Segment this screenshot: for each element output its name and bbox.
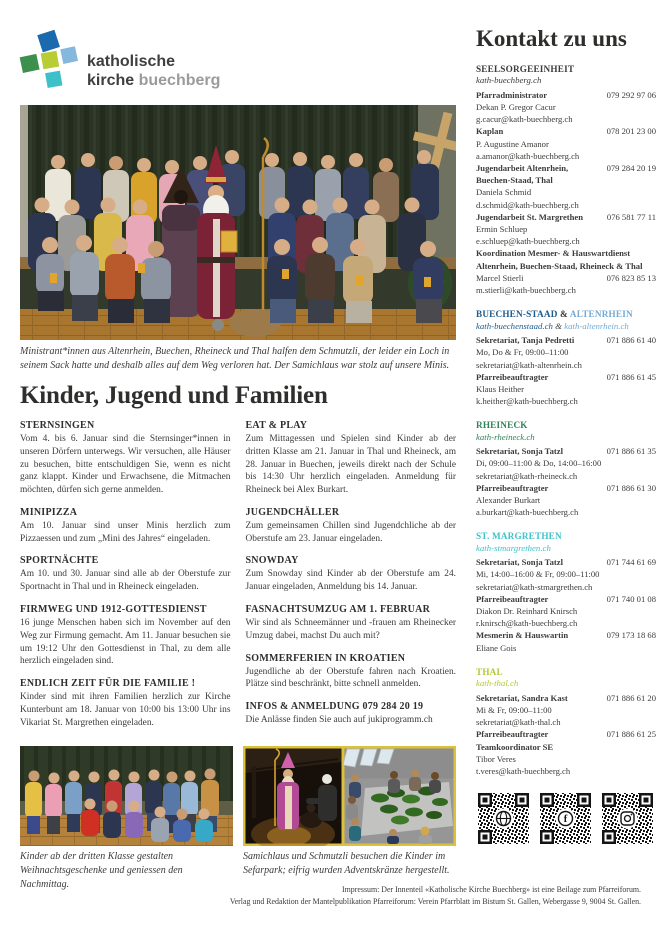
page-title: Kinder, Jugend und Familien <box>20 382 328 409</box>
contact-row <box>476 506 656 518</box>
contact-row <box>476 692 656 704</box>
contact-label: Marcel Stierli <box>476 272 524 283</box>
contact-row <box>476 89 656 101</box>
contact-row <box>476 371 656 383</box>
article-column-left <box>20 420 231 740</box>
contact-row <box>476 272 656 284</box>
logo-text <box>87 52 220 92</box>
contact-row <box>476 174 656 186</box>
contact-phone: 071 744 61 69 <box>606 557 656 568</box>
contact-row <box>476 556 656 568</box>
contact-label: Di, 09:00–11:00 & Do, 14:00–16:00 <box>476 458 602 469</box>
contact-sections <box>476 63 656 777</box>
cow-bell <box>212 319 224 331</box>
contact-label: a.burkart@kath-buechberg.ch <box>476 507 579 518</box>
qr-website <box>476 791 531 846</box>
contact-label: d.schmid@kath-buechberg.ch <box>476 199 579 210</box>
contact-row <box>476 629 656 641</box>
contact-row <box>476 482 656 494</box>
photo-kids-group <box>20 746 233 846</box>
contact-label: Pfarreibeauftragter <box>476 371 549 382</box>
impressum <box>230 884 641 908</box>
contact-label: Diakon Dr. Reinhard Knirsch <box>476 606 578 617</box>
contact-row <box>476 223 656 235</box>
article-title: ENDLICH ZEIT FÜR DIE FAMILIE ! <box>20 678 196 690</box>
contact-phone: 071 886 61 25 <box>606 729 656 740</box>
contact-label: Sekretariat, Sonja Tatzl <box>476 557 563 568</box>
contact-phone: 079 173 18 68 <box>606 630 656 641</box>
article-body: Kinder sind mit ihren Familien herzlich zur Kirche Kunterbunt am 18. Januar von 10:00 bis 13:00 Uhr ins Vikariat St. Margrethen eingeladen. <box>20 692 231 728</box>
contact-label: Jugendarbeit Altenrhein, <box>476 163 569 174</box>
article-title: SOMMERFERIEN IN KROATIEN <box>245 652 406 664</box>
contact-sidebar <box>476 26 656 846</box>
article-title: MINIPIZZA <box>20 506 78 518</box>
qr-facebook <box>538 791 593 846</box>
contact-section-title: SEELSORGEEINHEIT <box>476 64 575 74</box>
contact-label: Mi, 14:00–16:00 & Fr, 09:00–11:00 <box>476 569 600 580</box>
contact-label: sekretariat@kath-stmargrethen.ch <box>476 581 593 592</box>
contact-label: Koordination Mesmer- & Hauswartdienst <box>476 248 631 259</box>
contact-row <box>476 211 656 223</box>
article <box>20 604 231 668</box>
contact-label: Pfarreibeauftragter <box>476 482 549 493</box>
contact-row <box>476 593 656 605</box>
facebook-icon <box>559 812 573 826</box>
contact-row <box>476 765 656 777</box>
article <box>20 555 231 594</box>
contact-row <box>476 457 656 469</box>
contact-label: P. Augustine Amanor <box>476 138 549 149</box>
contact-label: r.knirsch@kath-buechberg.ch <box>476 618 578 629</box>
article-body: Zum Snowday sind Kinder ab der Oberstufe am 24. Januar eingeladen, Anmeldung bis 14. Januar. <box>245 569 456 593</box>
contact-label: Dekan P. Gregor Cacur <box>476 102 556 113</box>
contact-rows <box>476 692 656 777</box>
contact-row <box>476 383 656 395</box>
contact-label: Teamkoordinator SE <box>476 741 554 752</box>
contact-label: Sekretariat, Sandra Kast <box>476 692 568 703</box>
contact-label: Pfarradministrator <box>476 89 548 100</box>
contact-phone: 071 886 61 45 <box>606 371 656 382</box>
article-title: FIRMWEG UND 1912-GOTTESDIENST <box>20 604 207 616</box>
contact-section-title: RHEINECK <box>476 420 528 431</box>
logo-line1: katholische <box>87 52 176 70</box>
night-scene <box>246 748 342 846</box>
contact-row <box>476 617 656 629</box>
photo-caption-left: Kinder ab der dritten Klasse gestalten Weihnachtsgeschenke und geniessen den Nachmittag. <box>20 850 183 890</box>
article-title: FASNACHTSUMZUG AM 1. FEBRUAR <box>245 604 431 616</box>
contact-section-website: kath-buechberg.ch <box>476 75 542 86</box>
contact-row <box>476 605 656 617</box>
contact-phone: 071 886 61 40 <box>606 335 656 346</box>
contact-row <box>476 162 656 174</box>
article-body: Jugendliche ab der Oberstufe fahren nach Kroatien. Plätze sind beschränkt, bitte schnell anmelden. <box>245 666 456 690</box>
main-photo-samichlaus-group <box>20 105 456 340</box>
article-body: Wir sind als Schneemänner und -frauen am Rheinecker Umzug dabei, machst Du auch mit? <box>245 618 456 641</box>
contact-section-website: kath-rheineck.ch <box>476 431 535 442</box>
contact-label: Mi & Fr, 09:00–11:00 <box>476 704 552 715</box>
contact-row <box>476 494 656 506</box>
contact-row <box>476 101 656 113</box>
church-logo <box>20 28 456 92</box>
contact-label: e.schluep@kath-buechberg.ch <box>476 236 580 247</box>
contact-phone: 076 581 77 11 <box>606 211 656 222</box>
contact-label: Tibor Veres <box>476 753 516 764</box>
contact-section-website: kath-buechenstaad.ch & kath-altenrhein.ch <box>476 320 629 331</box>
contact-label: Kaplan <box>476 126 504 137</box>
contact-row <box>476 395 656 407</box>
contact-row <box>476 235 656 247</box>
contact-section <box>476 308 656 407</box>
main-photo-caption: Ministrant*innen aus Altenrhein, Buechen, Rheineck und Thal halfen dem Schmutzli, der leider ein Loch in seinem Sack hatte und deshalb alles auf dem Weg verloren hat. Der Samichlaus war stolz auf unsere Minis. <box>20 346 450 371</box>
article-title: INFOS & ANMELDUNG 079 284 20 19 <box>245 701 424 713</box>
contact-row <box>476 753 656 765</box>
contact-row <box>476 346 656 358</box>
article-body: Zum Mittagessen und Spielen sind Kinder ab der dritten Klasse am 21. Januar in Thal und Rheineck, am 28. Januar in Buechen, jeweils direkt nach der Schule bis 14:30 Uhr herzlich eingeladen. Anmeldung für Rheineck bei Alex Burkart. <box>245 434 456 496</box>
article-body: Die Anlässe finden Sie auch auf jukiprogramm.ch <box>245 715 433 726</box>
contact-row <box>476 284 656 296</box>
svg-text:f: f <box>563 814 568 826</box>
contact-label: Daniela Schmid <box>476 187 532 198</box>
contact-row <box>476 704 656 716</box>
logo-line2: kirche buechberg <box>87 72 221 90</box>
contact-section <box>476 666 656 777</box>
contact-row <box>476 741 656 753</box>
contact-rows <box>476 334 656 407</box>
contact-row <box>476 113 656 125</box>
contact-row <box>476 199 656 211</box>
contact-phone: 071 886 61 20 <box>606 692 656 703</box>
contact-row <box>476 470 656 482</box>
photo-caption-right: Samichlaus und Schmutzli besuchen die Kinder im Sefarpark; eifrig wurden Adventskränze hergestellt. <box>243 850 450 876</box>
contact-row <box>476 186 656 198</box>
contact-label: Klaus Heither <box>476 383 524 394</box>
contact-label: m.stierli@kath-buechberg.ch <box>476 285 576 296</box>
article-title: JUGENDCHÄLLER <box>245 506 340 518</box>
contact-section-title: ST. MARGRETHEN <box>476 531 562 542</box>
article <box>246 420 457 497</box>
article <box>246 701 457 727</box>
contact-rows <box>476 445 656 518</box>
contact-label: Alexander Burkart <box>476 495 541 506</box>
article-body: Am 10. Januar sind unser Minis herzlich zum Pizzaessen und zum „Mini des Jahres“ eingeladen. <box>20 520 231 544</box>
article <box>246 555 457 594</box>
contact-row <box>476 445 656 457</box>
contact-label: Altenrhein, Buechen-Staad, Rheineck & Thal <box>476 260 643 271</box>
contact-rows <box>476 89 656 296</box>
contact-section-title: BUECHEN-STAAD & ALTENRHEIN <box>476 309 633 320</box>
contact-label: Eliane Gois <box>476 642 517 653</box>
contact-row <box>476 642 656 654</box>
contact-label: sekretariat@kath-thal.ch <box>476 717 561 728</box>
contact-phone: 071 886 61 35 <box>606 446 656 457</box>
contact-label: Sekretariat, Sonja Tatzl <box>476 446 563 457</box>
article-body: Am 10. und 30. Januar sind alle ab der Oberstufe zur Sportnacht in Thal und in Rheineck eingeladen. <box>20 569 231 593</box>
article-body: Vom 4. bis 6. Januar sind die Sternsinger*innen in unseren Dörfern unterwegs. Wir versuchen, alle Häuser zu besuchen, bitte entschuldigen Sie, wenn es nicht ganz klappt. Kinder und Erwachsene, die Mitmachen möchten, dürfen sich gerne anmelden. <box>20 434 231 496</box>
contact-row <box>476 716 656 728</box>
article-body: 16 junge Menschen haben sich im November auf den Weg zur Firmung gemacht. Am 11. Januar besuchen sie um 19:12 Uhr den Gottesdienst in Thal, zu dem alle herzlich eingeladen sind. <box>20 618 231 667</box>
contact-heading: Kontakt zu uns <box>476 26 627 51</box>
contact-section <box>476 419 656 518</box>
article-column-right <box>246 420 457 740</box>
contact-section <box>476 63 656 296</box>
contact-row <box>476 581 656 593</box>
contact-label: k.heither@kath-buechberg.ch <box>476 396 578 407</box>
instagram-icon <box>621 812 634 825</box>
contact-rows <box>476 556 656 654</box>
main-column <box>20 0 456 892</box>
contact-label: g.cacur@kath-buechberg.ch <box>476 114 573 125</box>
article-title: EAT & PLAY <box>245 420 308 431</box>
contact-row <box>476 728 656 740</box>
qr-codes <box>476 791 655 846</box>
contact-label: Pfarreibeauftragter <box>476 729 549 740</box>
contact-row <box>476 150 656 162</box>
contact-section-website: kath-thal.ch <box>476 678 519 689</box>
contact-phone: 079 284 20 19 <box>606 163 656 174</box>
contact-section-title: THAL <box>476 666 503 677</box>
logo-cross-icon <box>18 28 82 94</box>
contact-row <box>476 359 656 371</box>
contact-row <box>476 260 656 272</box>
impressum-line1: Impressum: Der Innenteil «Katholische Kirche Buechberg» ist eine Beilage zum Pfarreiforum. <box>342 885 641 895</box>
contact-row <box>476 568 656 580</box>
contact-label: t.veres@kath-buechberg.ch <box>476 765 571 776</box>
contact-row <box>476 138 656 150</box>
article-title: SPORTNÄCHTE <box>20 555 99 567</box>
contact-label: sekretariat@kath-altenrhein.ch <box>476 359 582 370</box>
article-body: Zum gemeinsamen Chillen sind Jugendchliche ab der Oberstufe am 23. Januar eingeladen. <box>245 520 456 544</box>
contact-section <box>476 530 656 653</box>
contact-label: Buechen-Staad, Thal <box>476 175 553 186</box>
contact-row <box>476 125 656 137</box>
article <box>246 604 457 643</box>
contact-row <box>476 247 656 259</box>
contact-label: Mo, Do & Fr, 09:00–11:00 <box>476 347 569 358</box>
contact-phone: 071 740 01 08 <box>606 593 656 604</box>
contact-label: sekretariat@kath-rheineck.ch <box>476 470 578 481</box>
contact-phone: 076 823 85 13 <box>606 272 656 283</box>
article <box>20 420 231 497</box>
contact-row <box>476 334 656 346</box>
photo-samichlaus-sefarpark-and-wreaths <box>243 746 456 846</box>
article <box>20 507 231 546</box>
contact-label: Sekretariat, Tanja Pedretti <box>476 335 575 346</box>
qr-instagram <box>600 791 655 846</box>
contact-phone: 079 292 97 06 <box>606 89 656 100</box>
contact-label: Ermin Schluep <box>476 224 528 235</box>
wreath-workshop-scene <box>343 748 454 844</box>
contact-section-website: kath-stmargrethen.ch <box>476 542 551 553</box>
contact-label: Jugendarbeit St. Margrethen <box>476 211 584 222</box>
article <box>20 678 231 729</box>
article-title: SNOWDAY <box>245 555 299 567</box>
article <box>246 507 457 546</box>
contact-phone: 078 201 23 00 <box>606 126 656 137</box>
contact-label: a.amanor@kath-buechberg.ch <box>476 150 580 161</box>
article-title: STERNSINGEN <box>20 420 95 431</box>
contact-phone: 071 886 61 30 <box>606 482 656 493</box>
contact-label: Mesmerin & Hauswartin <box>476 630 569 641</box>
impressum-line2: Verlag und Redaktion der Mantelpublikation Pfarreiforum: Verein Pfarrblatt im Bistum St. Gallen, Webergasse 9, 9004 St. Gallen. <box>229 897 641 907</box>
contact-label: Pfarreibeauftragter <box>476 593 549 604</box>
article <box>246 653 457 692</box>
